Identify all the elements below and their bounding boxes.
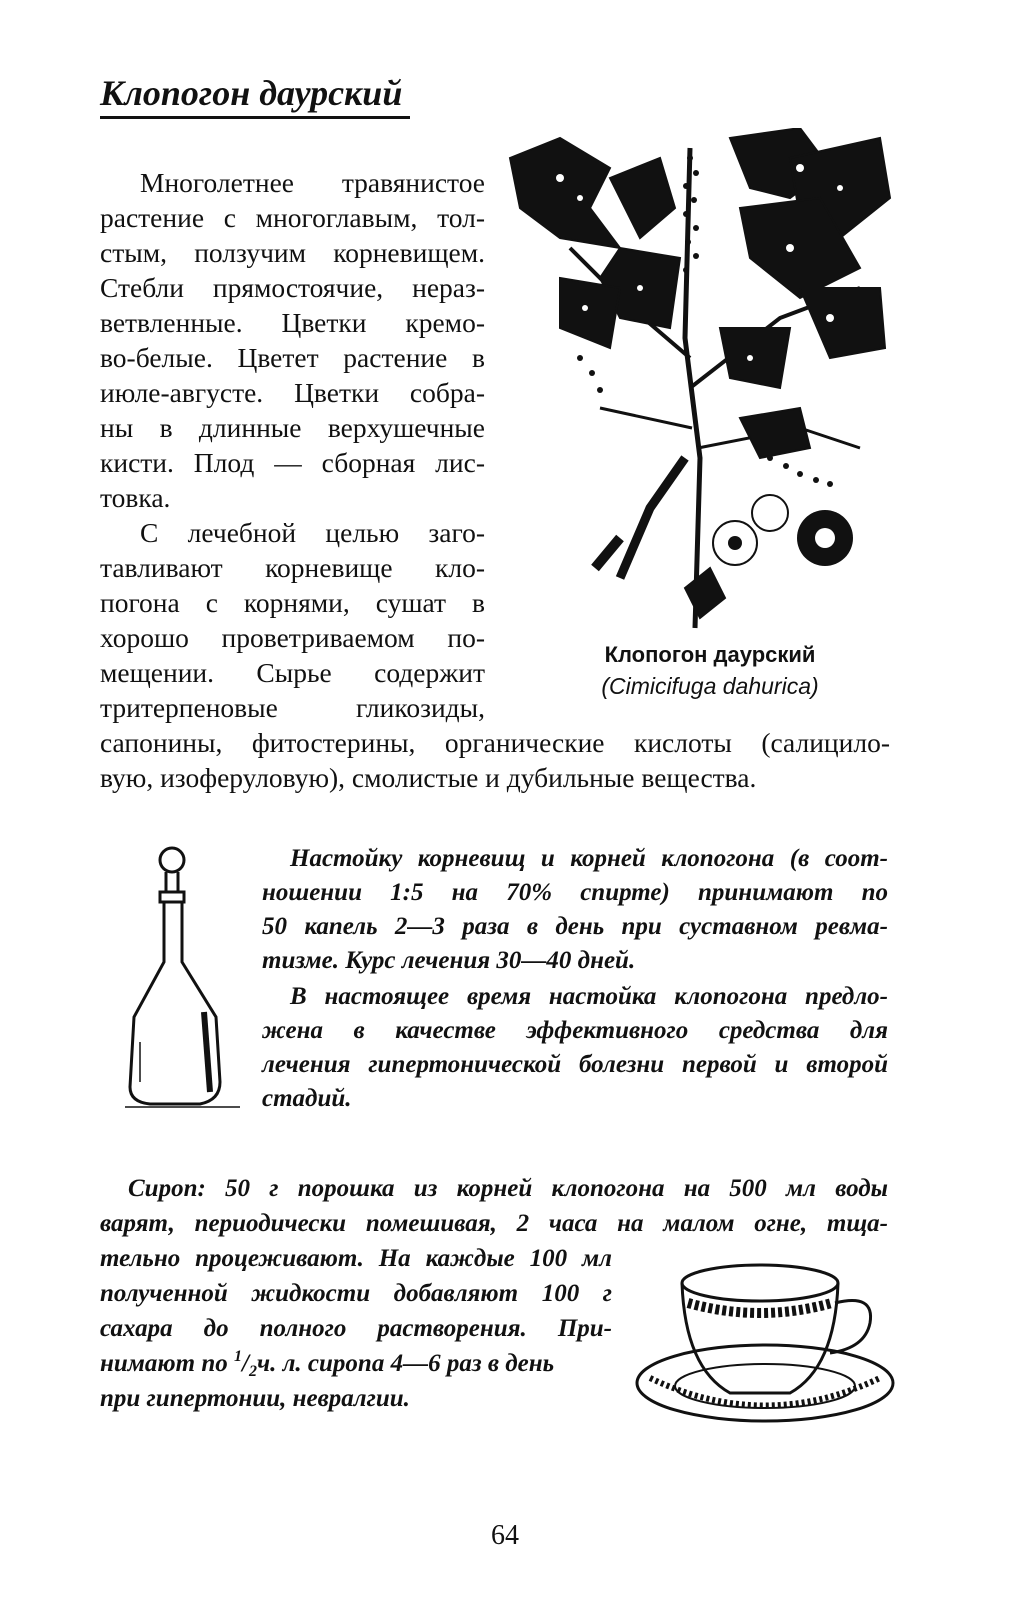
text-line: мещении. Сырье содержит xyxy=(100,657,485,688)
text-line: тизме. Курс лечения 30—40 дней. xyxy=(262,947,636,974)
caption-plant-name: Клопогон даурский xyxy=(604,642,816,667)
text-line: ны в длинные верхушечные xyxy=(100,412,485,443)
text-line: Настойку корневищ и корней клопогона (в соот- xyxy=(290,845,888,872)
bottle-icon xyxy=(120,842,250,1112)
text-line: лечения гипертонической болезни первой и второй xyxy=(262,1051,888,1078)
text-line: ношении 1:5 на 70% спирте) принимают по xyxy=(262,879,888,906)
fraction-denominator: 2 xyxy=(248,1363,257,1380)
text-line: варят, периодически помешивая, 2 часа на малом огне, тща- xyxy=(100,1210,888,1237)
text-line: Сироп: 50 г порошка из корней клопогона на 500 мл воды xyxy=(128,1175,888,1202)
dose-line xyxy=(100,1347,554,1381)
text-line: ветвленные. Цветки кремо- xyxy=(100,307,485,338)
text-line: В настоящее время настойка клопогона предло- xyxy=(290,983,888,1010)
text-line: тавливают корневище кло- xyxy=(100,552,485,583)
figure-caption xyxy=(540,640,880,702)
text-line: тельно процеживают. На каждые 100 мл xyxy=(100,1245,612,1272)
plant-illustration-icon xyxy=(500,128,892,638)
text-line: 50 капель 2—3 раза в день при суставном ревма- xyxy=(262,913,888,940)
fraction-slash: / xyxy=(242,1350,249,1377)
text-line: хорошо проветриваемом по- xyxy=(100,622,485,653)
text-line: сапонины, фитостерины, органические кислоты (салицило- xyxy=(100,727,890,758)
text-line: кисти. Плод — сборная лис- xyxy=(100,447,485,478)
text-line: стым, ползучим корневищем. xyxy=(100,237,485,268)
fraction-numerator: 1 xyxy=(234,1348,243,1365)
text-line: июле-августе. Цветки собра- xyxy=(100,377,485,408)
page-title: Клопогон даурский xyxy=(100,70,410,119)
text-line: Стебли прямостоячие, нераз- xyxy=(100,272,485,303)
text-line: растение с многоглавым, тол- xyxy=(100,202,485,233)
page-number: 64 xyxy=(491,1520,519,1551)
text-line: жена в качестве эффективного средства для xyxy=(262,1017,888,1044)
dose-text: нимают по xyxy=(100,1350,235,1377)
text-line: во-белые. Цветет растение в xyxy=(100,342,485,373)
text-line: стадий. xyxy=(262,1085,352,1112)
text-line: товка. xyxy=(100,482,171,513)
teacup-icon xyxy=(630,1258,900,1428)
text-line: погона с корнями, сушат в xyxy=(100,587,485,618)
text-line: вую, изоферуловую), смолистые и дубильные вещества. xyxy=(100,762,757,793)
dose-text: ч. л. сиропа 4—6 раз в день xyxy=(256,1350,555,1377)
text-line: полученной жидкости добавляют 100 г xyxy=(100,1280,612,1307)
caption-latin-name: (Cimicifuga dahurica) xyxy=(601,673,819,699)
text-line: при гипертонии, невралгии. xyxy=(100,1385,410,1412)
text-line: сахара до полного растворения. При- xyxy=(100,1315,612,1342)
text-line: С лечебной целью заго- xyxy=(140,517,485,548)
text-line: Многолетнее травянистое xyxy=(140,167,485,198)
text-line: тритерпеновые гликозиды, xyxy=(100,692,485,723)
